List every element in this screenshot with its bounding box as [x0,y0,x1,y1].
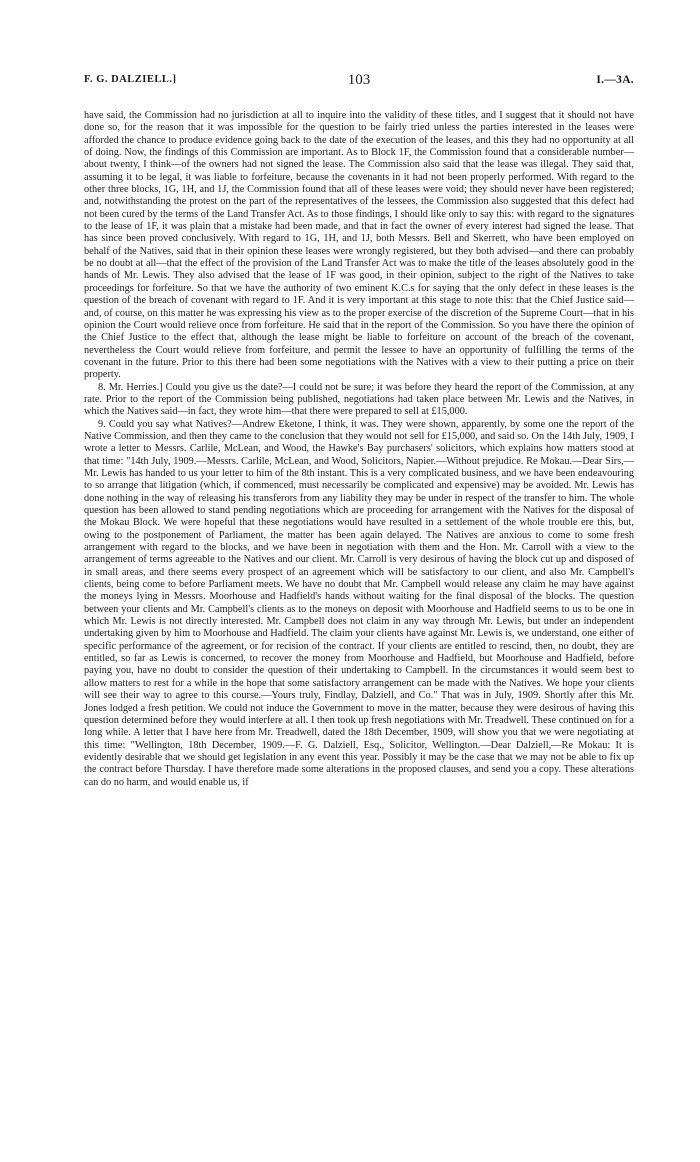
paragraph-continuation: have said, the Commission had no jurisdiction at all to inquire into the validity of these titles, and I suggest that it should not have done so, for the reason that it was impossible for the question to be fairly tried unless the parties interested in the leases were afforded the chance to produce evidence going back to the date of the execution of the leases, and this they had no opportunity at all of doing. Now, the findings of this Commission are important. As to Block 1F, the Commission found that a considerable number—about twenty, I think—of the owners had not signed the lease. The Commission also said that the lease was illegal. They said that, assuming it to be legal, it was liable to forfeiture, because the covenants in it had not been properly performed. With regard to the other three blocks, 1G, 1H, and 1J, the Commission found that all of these leases were void; they should never have been registered; and, notwithstanding the protest on the part of the representatives of the lessees, the Commission also suggested that this defect had not been cured by the terms of the Land Transfer Act. As to those findings, I should like only to say this: with regard to the signatures to the lease of 1F, it was plain that a mistake had been made, and that in fact the owner of every interest had signed the lease. That has since been proved conclusively. With regard to 1G, 1H, and 1J, both Messrs. Bell and Skerrett, who have been employed on behalf of the Natives, said that in their opinion these leases were wrongly registered, but they both advised—and there can probably be no doubt at all—that the effect of the provision of the Land Transfer Act was to make the title of the leases absolutely good in the hands of Mr. Lewis. They also advised that the lease of 1F was good, in their opinion, subject to the right of the Natives to take proceedings for forfeiture. So that we have the authority of two eminent K.C.s for saying that the only defect in these leases is the question of the breach of covenant with regard to 1F. And it is very important at this stage to note this: that the Chief Justice said—and, of course, on this matter he was expressing his view as to the proper exercise of the discretion of the Supreme Court—that in his opinion the Court would relieve once from forfeiture. He said that in the report of the Commission. So you have there the opinion of the Chief Justice to the effect that, although the lease might be liable to forfeiture on account of the breach of the covenant, nevertheless the Court would relieve from forfeiture, and permit the lessee to have an opportunity of fulfilling the terms of the covenant in the future. Prior to this there had been some negotiations with the Natives with a view to their putting a price on their property. [84,110,634,381]
paragraph-question-9: 9. Could you say what Natives?—Andrew Eketone, I think, it was. They were shown, apparently, by some one the report of the Native Commission, and then they came to the conclusion that they would not sell for £15,000, and said so. On the 14th July, 1909, I wrote a letter to Messrs. Carlile, McLean, and Wood, the Hawke's Bay purchasers' solicitors, which explains how matters stood at that time: "14th July, 1909.—Messrs. Carlile, McLean, and Wood, Solicitors, Napier.—Without prejudice. Re Mokau.—Dear Sirs,—Mr. Lewis has handed to us your letter to him of the 8th instant. This is a very complicated business, and we have been endeavouring to so arrange that litigation (which, if commenced, must necessarily be complicated and expensive) may be avoided. Mr. Lewis has done nothing in the way of releasing his transferors from any liability they may be under in respect of the transfer to him. The whole question has been allowed to stand pending negotiations which are proceeding for arrangement with the Natives for the disposal of the Mokau Block. We were hopeful that these negotiations would have resulted in a settlement of the whole trouble ere this, but, owing to the postponement of Parliament, the matter has been again delayed. The Natives are anxious to come to some fresh arrangement with regard to the blocks, and we have been in negotiation with them and the Hon. Mr. Carroll with a view to the arrangement of terms agreeable to the Natives and our client. Mr. Carroll is very desirous of having the block cut up and disposed of in small areas, and there seems every prospect of an agreement which will be satisfactory to our client, and also Mr. Campbell's clients, being come to before Parliament meets. We have no doubt that Mr. Campbell would release any claim he may have against the moneys lying in Messrs. Moorhouse and Hadfield's hands without waiting for the final disposal of the blocks. The question between your clients and Mr. Campbell's clients as to the moneys on deposit with Moorhouse and Hadfield seems to us to be one in which Mr. Lewis is not directly interested. Mr. Campbell does not claim in any way through Mr. Lewis, but under an independent undertaking given by him to Moorhouse and Hadfield. The claim your clients have against Mr. Lewis is, we understand, one either of specific performance of the agreement, or for recision of the contract. If your clients are entitled to rescind, then, no doubt, they are entitled, so far as Lewis is concerned, to recover the money from Moorhouse and Hadfield, but Moorhouse and Hadfield, before paying you, have no doubt to consider the question of their undertaking to Campbell. In the circumstances it would seem best to allow matters to rest for a while in the hope that some satisfactory arrangement can be made with the Natives. We hope your clients will see their way to agree to this course.—Yours truly, Findlay, Dalziell, and Co." That was in July, 1909. Shortly after this Mr. Jones lodged a fresh petition. We could not induce the Government to move in the matter, because they were desirous of having this question determined before they would interfere at all. I then took up fresh negotiations with Mr. Treadwell. These continued on for a long while. A letter that I have here from Mr. Treadwell, dated the 18th December, 1909, will show you that we were negotiating at this time: "Wellington, 18th December, 1909.—F. G. Dalziell, Esq., Solicitor, Wellington.—Dear Dalziell,—Re Mokau: It is evidently desirable that we should get legislation in any event this year. Possibly it may be the case that we may not be able to fix up the contract before Thursday. I have therefore made some alterations in the proposed clauses, and send you a copy. These alterations can do no harm, and would enable us, if [84,418,634,788]
page-header [84,74,634,96]
body-text [84,110,634,789]
document-reference: I.—3A. [596,74,634,86]
paragraph-question-8: 8. Mr. Herries.] Could you give us the date?—I could not be sure; it was before they heard the report of the Commission, at any rate. Prior to the report of the Commission being published, negotiations had taken place between Mr. Lewis and the Natives, in which the Natives said—in fact, they wrote him—that there were prepared to sell at £15,000. [84,381,634,418]
running-head-author: F. G. DALZIELL.] [84,74,177,85]
page-number: 103 [347,72,371,88]
